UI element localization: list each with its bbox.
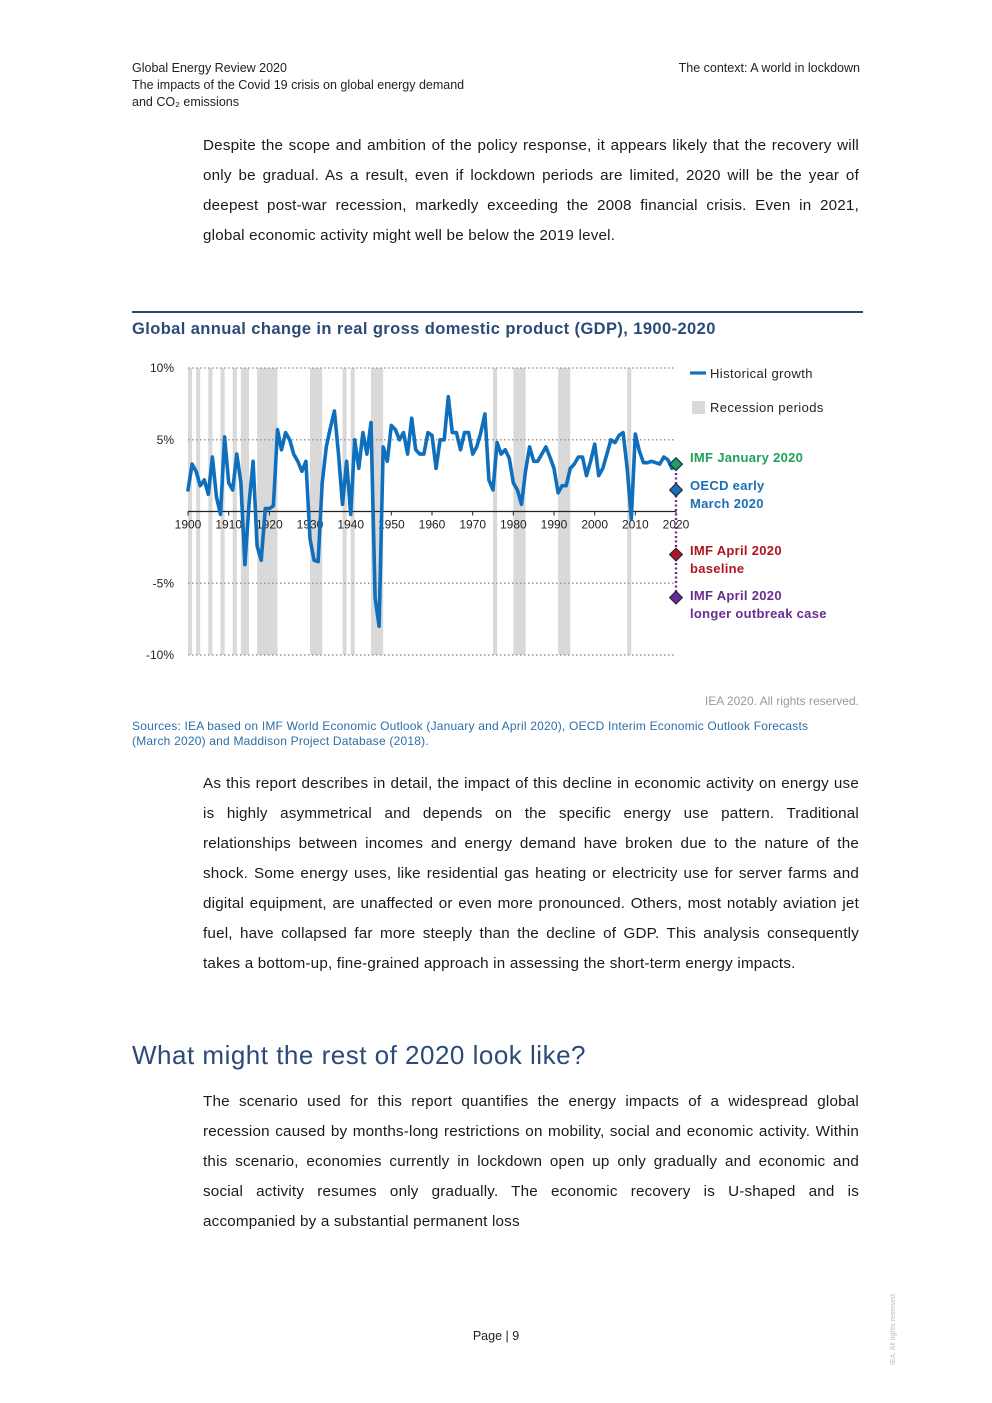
paragraph-intro: Despite the scope and ambition of the policy response, it appears likely that the recovery will only be gradual. As a result, even if lockdown periods are limited, 2020 will be the year of deepest post-war recession, markedly exceeding the 2008 financial crisis. Even in 2021, global economic activity might well be below the 2019 level. — [203, 137, 859, 244]
projection-marker — [670, 484, 683, 497]
x-tick-label: 1980 — [499, 517, 527, 532]
x-tick-label: 1990 — [540, 517, 568, 532]
projection-label: IMF January 2020 — [690, 450, 804, 465]
figure-rights-notice: IEA 2020. All rights reserved. — [704, 694, 859, 708]
x-tick-label: 2000 — [581, 517, 609, 532]
x-tick-label: 1960 — [418, 517, 446, 532]
projection-label: IMF April 2020 — [690, 588, 782, 603]
x-tick-label: 2010 — [621, 517, 649, 532]
legend-label: Historical growth — [710, 366, 813, 381]
x-tick-label: 1910 — [215, 517, 243, 532]
y-tick-label: 5% — [156, 432, 174, 447]
side-rights-mark: IEA. All rights reserved. — [890, 1292, 897, 1365]
figure-sources: Sources: IEA based on IMF World Economic Outlook (January and April 2020), OECD Interim Economic Outlook Forecasts (March 2020) and Maddison Project Database (2018). — [132, 719, 809, 748]
legend-label: Recession periods — [710, 400, 824, 415]
header-report-title: Global Energy Review 2020 — [132, 61, 287, 75]
y-tick-label: 10% — [149, 361, 174, 375]
page-number: Page | 9 — [472, 1329, 520, 1343]
y-tick-label: -5% — [152, 576, 174, 591]
figure-top-rule — [132, 311, 863, 313]
projection-label: longer outbreak case — [690, 606, 827, 621]
x-tick-label: 1920 — [255, 517, 283, 532]
x-tick-label: 1940 — [337, 517, 365, 532]
y-tick-label: -10% — [145, 648, 174, 662]
gdp-line-chart — [0, 350, 992, 690]
x-tick-label: 2020 — [662, 517, 690, 532]
legend-box-swatch — [692, 401, 705, 414]
projection-marker — [670, 591, 683, 604]
header-report-subtitle: The impacts of the Covid 19 crisis on global energy demand — [132, 78, 465, 92]
x-tick-label: 1900 — [174, 517, 202, 532]
section-heading: What might the rest of 2020 look like? — [132, 1040, 587, 1070]
projection-label: baseline — [690, 561, 745, 576]
header-report-subtitle-cont: and CO₂ emissions — [132, 95, 239, 109]
paragraph-analysis: As this report describes in detail, the impact of this decline in economic activity on energy use is highly asymmetrical and depends on the specific energy use pattern. Traditional relationships between incomes and energy demand have broken due to the nature of the shock. Some energy uses, like residential gas heating or electricity use for server farms and digital equipment, are unaffected or even more pronounced. Others, most notably aviation jet fuel, have collapsed far more steeply than the decline of GDP. This analysis consequently takes a bottom-up, fine-grained approach in assessing the short-term energy impacts. — [203, 775, 859, 972]
projection-label: March 2020 — [690, 496, 764, 511]
projection-marker — [670, 548, 683, 561]
x-tick-label: 1950 — [377, 517, 405, 532]
x-tick-label: 1970 — [459, 517, 487, 532]
projection-label: OECD early — [690, 478, 765, 493]
x-tick-label: 1930 — [296, 517, 324, 532]
paragraph-scenario: The scenario used for this report quantifies the energy impacts of a widespread global recession caused by months-long restrictions on mobility, social and economic activity. Within this scenario, economies currently in lockdown open up only gradually and economic and social activity resumes only gradually. The economic recovery is U-shaped and is accompanied by a substantial permanent loss — [203, 1093, 859, 1230]
running-header-right: The context: A world in lockdown — [678, 61, 860, 75]
figure-title: Global annual change in real gross domestic product (GDP), 1900-2020 — [132, 320, 716, 338]
projection-label: IMF April 2020 — [690, 543, 782, 558]
running-header-left — [132, 60, 532, 111]
